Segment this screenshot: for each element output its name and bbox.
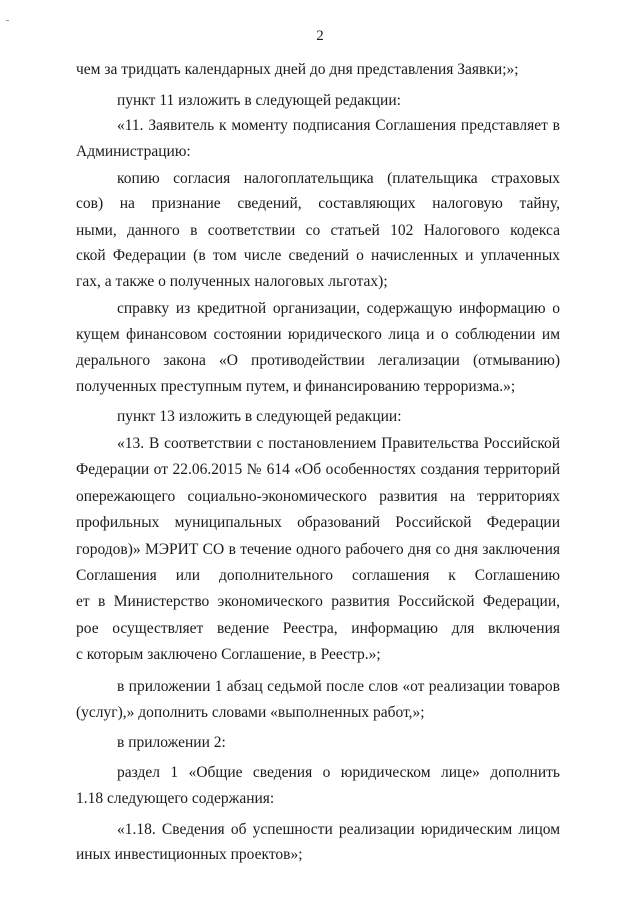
text-line: гах, а также о полученных налоговых льготах); [76, 273, 388, 290]
text-line: с которым заключено Соглашение, в Реестр.»; [76, 646, 381, 663]
text-line: в приложении 1 абзац седьмой после слов «от реализации товаров [117, 678, 560, 695]
text-line: дерального закона «О противодействии легализации (отмыванию) [76, 352, 560, 369]
text-line: 1.18 следующего содержания: [76, 790, 275, 807]
text-line: «11. Заявитель к моменту подписания Соглашения представляет в [117, 117, 560, 134]
text-line: (услуг),» дополнить словами «выполненных работ,»; [76, 704, 425, 721]
text-line: ет в Министерство экономического развития Российской Федерации, [76, 593, 560, 610]
scan-artifact [6, 20, 9, 21]
text-line: иных инвестиционных проектов»; [76, 846, 303, 863]
text-line: городов)» МЭРИТ СО в течение одного рабочего дня со дня заключения [76, 541, 560, 558]
text-line: Соглашения или дополнительного соглашения к Соглашению [76, 567, 560, 584]
text-line: справку из кредитной организации, содержащую информацию о [117, 300, 560, 317]
text-line: ными, данного в соответствии со статьей 102 Налогового кодекса [76, 222, 560, 239]
text-line: полученных преступным путем, и финансированию терроризма.»; [76, 378, 516, 395]
text-line: рое осуществляет ведение Реестра, информацию для включения [76, 620, 560, 637]
text-line: раздел 1 «Общие сведения о юридическом лице» дополнить [117, 764, 560, 781]
text-line: сов) на признание сведений, составляющих налоговую тайну, [76, 195, 560, 212]
text-line: «1.18. Сведения об успешности реализации юридическим лицом [117, 821, 560, 838]
text-line: копию согласия налогоплательщика (плательщика страховых [117, 170, 560, 187]
page-number: 2 [316, 28, 324, 44]
text-line: пункт 13 изложить в следующей редакции: [117, 408, 402, 425]
text-line: чем за тридцать календарных дней до дня представления Заявки;»; [76, 61, 519, 78]
text-line: Администрацию: [76, 143, 191, 160]
text-line: Федерации от 22.06.2015 № 614 «Об особенностях создания территорий [76, 461, 560, 478]
text-line: опережающего социально-экономического развития на территориях [76, 488, 560, 505]
text-line: кущем финансовом состоянии юридического лица и о соблюдении им [76, 326, 560, 343]
text-line: «13. В соответствии с постановлением Правительства Российской [117, 435, 560, 452]
text-line: профильных муниципальных образований Российской Федерации [76, 514, 560, 531]
text-line: ской Федерации (в том числе сведений о начисленных и уплаченных [76, 247, 560, 264]
text-line: пункт 11 изложить в следующей редакции: [117, 92, 401, 109]
text-line: в приложении 2: [117, 734, 226, 751]
